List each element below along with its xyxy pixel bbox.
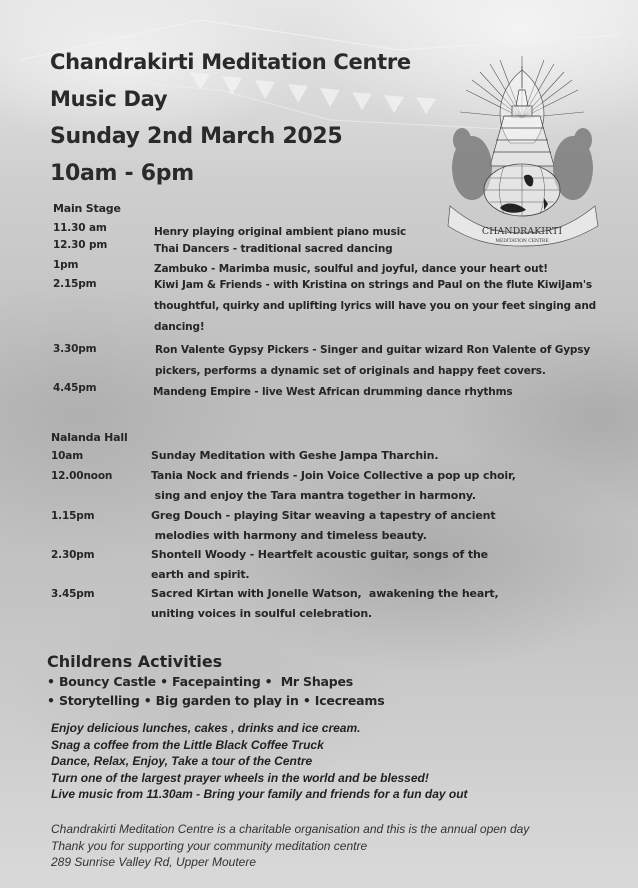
schedule-description: Sunday Meditation with Geshe Jampa Tharchin. xyxy=(151,449,439,462)
footer-line: Thank you for supporting your community meditation centre xyxy=(51,838,368,853)
schedule-description: sing and enjoy the Tara mantra together in harmony. xyxy=(151,489,476,502)
schedule-time: 12.00noon xyxy=(51,470,113,482)
schedule-time: 2.15pm xyxy=(53,278,97,290)
schedule-description: Zambuko - Marimba music, soulful and joyful, dance your heart out! xyxy=(154,263,548,275)
schedule-time: 11.30 am xyxy=(53,222,107,234)
schedule-time: 2.30pm xyxy=(51,549,95,561)
highlight-line: Turn one of the largest prayer wheels in the world and be blessed! xyxy=(51,770,429,785)
schedule-description: Ron Valente Gypsy Pickers - Singer and guitar wizard Ron Valente of Gypsy xyxy=(155,344,591,356)
schedule-description: pickers, performs a dynamic set of originals and happy feet covers. xyxy=(155,365,546,377)
logo-subtitle: MEDITATION CENTRE xyxy=(495,239,549,244)
highlight-line: Dance, Relax, Enjoy, Take a tour of the Centre xyxy=(51,754,313,768)
schedule-description: earth and spirit. xyxy=(151,568,250,581)
schedule-time: 4.45pm xyxy=(53,382,97,394)
schedule-time: 3.45pm xyxy=(51,588,95,600)
schedule-time: 1.15pm xyxy=(51,510,95,522)
highlight-line: Live music from 11.30am - Bring your family and friends for a fun day out xyxy=(51,787,468,801)
schedule-time: 12.30 pm xyxy=(53,239,108,251)
schedule-description: Mandeng Empire - live West African drumming dance rhythms xyxy=(153,386,513,398)
main-stage-label: Main Stage xyxy=(53,202,121,215)
schedule-description: Thai Dancers - traditional sacred dancing xyxy=(154,243,393,255)
highlight-line: Enjoy delicious lunches, cakes , drinks and ice cream. xyxy=(51,721,361,735)
logo-name: CHANDRAKIRTI xyxy=(481,226,563,237)
schedule-time: 1pm xyxy=(53,259,79,271)
schedule-description: uniting voices in soulful celebration. xyxy=(151,607,373,620)
chandrakirti-logo xyxy=(440,48,605,248)
venue-title: Chandrakirti Meditation Centre xyxy=(50,50,411,74)
schedule-description: Greg Douch - playing Sitar weaving a tapestry of ancient xyxy=(151,509,496,522)
schedule-description: Sacred Kirtan with Jonelle Watson, awakening the heart, xyxy=(151,587,499,600)
event-hours: 10am - 6pm xyxy=(50,161,194,186)
footer xyxy=(51,821,529,871)
schedule-description: melodies with harmony and timeless beauty. xyxy=(151,529,427,542)
footer-address: 289 Sunrise Valley Rd, Upper Moutere xyxy=(51,855,256,869)
childrens-activities-line: • Storytelling • Big garden to play in • Icecreams xyxy=(47,693,385,708)
schedule-description: Henry playing original ambient piano music xyxy=(154,226,407,238)
schedule-description: thoughtful, quirky and uplifting lyrics will have you on your feet singing and xyxy=(154,300,597,312)
childrens-activities-title: Childrens Activities xyxy=(47,652,223,671)
nalanda-hall-label: Nalanda Hall xyxy=(51,431,128,444)
event-date: Sunday 2nd March 2025 xyxy=(50,124,343,149)
schedule-description: Tania Nock and friends - Join Voice Collective a pop up choir, xyxy=(151,469,516,482)
schedule-description: Shontell Woody - Heartfelt acoustic guitar, songs of the xyxy=(151,548,488,561)
schedule-description: dancing! xyxy=(154,321,205,333)
footer-line: Chandrakirti Meditation Centre is a charitable organisation and this is the annual open day xyxy=(51,822,530,836)
event-title: Music Day xyxy=(50,87,168,111)
highlight-line: Snag a coffee from the Little Black Coffee Truck xyxy=(51,737,324,752)
schedule-time: 10am xyxy=(51,450,84,462)
title-block xyxy=(50,44,411,192)
schedule-time: 3.30pm xyxy=(53,343,97,355)
schedule-description: Kiwi Jam & Friends - with Kristina on strings and Paul on the flute KiwiJam's xyxy=(154,279,593,291)
globe-icon xyxy=(484,164,560,216)
childrens-activities-line: • Bouncy Castle • Facepainting • Mr Shapes xyxy=(47,674,354,689)
event-highlights xyxy=(51,720,468,803)
